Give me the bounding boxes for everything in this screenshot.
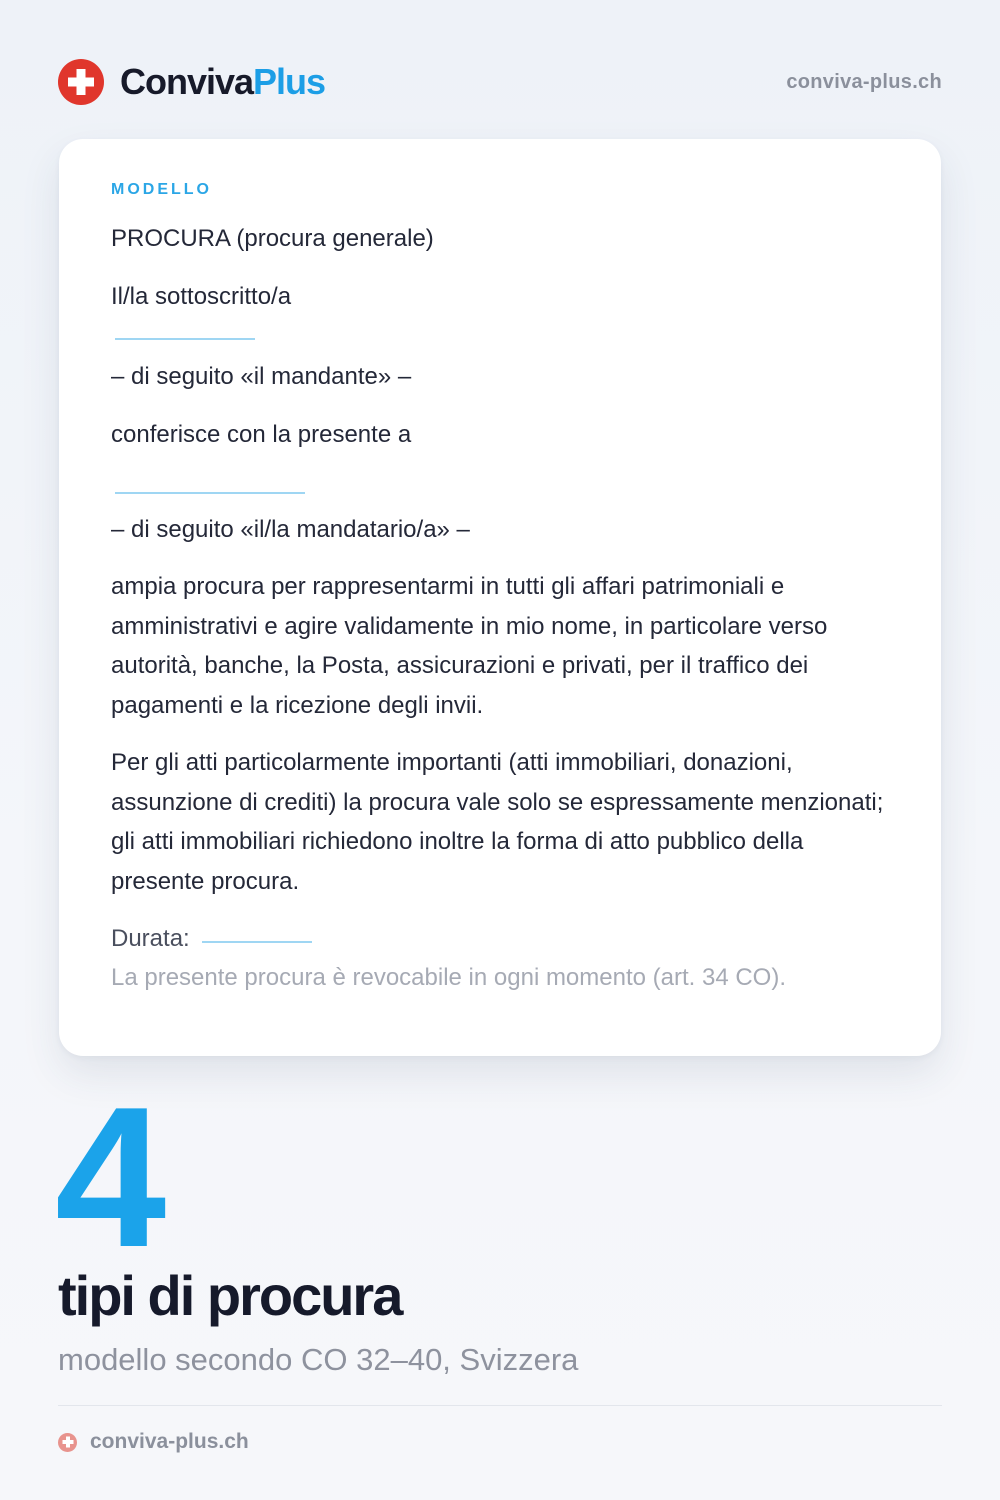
brand-name-part1: Conviva xyxy=(120,61,254,102)
swiss-cross-icon xyxy=(58,59,104,105)
swiss-cross-icon xyxy=(58,1433,77,1452)
brand-name xyxy=(120,61,325,103)
card-eyebrow: MODELLO xyxy=(111,181,212,198)
document-title: PROCURA (procura generale) xyxy=(111,225,434,252)
mandatario-note: – di seguito «il/la mandatario/a» – xyxy=(111,516,470,543)
brand-name-part2: Plus xyxy=(253,61,326,102)
revocable-note: La presente procura è revocabile in ogni momento (art. 34 CO). xyxy=(111,964,787,991)
durata-label: Durata: xyxy=(111,925,190,952)
header-url-link[interactable]: conviva-plus.ch xyxy=(786,70,942,93)
stat-subtitle: modello secondo CO 32–40, Svizzera xyxy=(58,1342,579,1377)
scope-paragraph: ampia procura per rappresentarmi in tutti gli affari patrimoniali e amministrativi e agire validamente in mio nome, in particolare verso autorità, banche, la Posta, assicurazioni e privati, per il traffico dei pagamenti e la ricezione degli invii. xyxy=(111,573,828,719)
mandante-name-blank xyxy=(115,338,255,340)
important-acts-paragraph: Per gli atti particolarmente importanti (atti immobiliari, donazioni, assunzione di crediti) la procura vale solo se espressamente menzionati; gli atti immobiliari richiedono inoltre la forma di atto pubblico della presente procura. xyxy=(111,749,884,895)
durata-blank xyxy=(202,941,312,943)
durata-row xyxy=(111,919,889,958)
mandatario-name-blank xyxy=(115,492,305,494)
header xyxy=(58,58,942,106)
signatory-line: Il/la sottoscritto/a xyxy=(111,283,292,310)
footer xyxy=(58,1425,249,1459)
document-card xyxy=(59,139,941,1056)
mandante-note: – di seguito «il mandante» – xyxy=(111,363,412,390)
stat-number: 4 xyxy=(55,1066,163,1289)
brand-logo[interactable] xyxy=(58,59,325,105)
stat-label: tipi di procura xyxy=(58,1264,402,1327)
footer-divider xyxy=(58,1405,942,1406)
footer-url-link[interactable]: conviva-plus.ch xyxy=(90,1430,249,1453)
confers-line: conferisce con la presente a xyxy=(111,421,412,448)
